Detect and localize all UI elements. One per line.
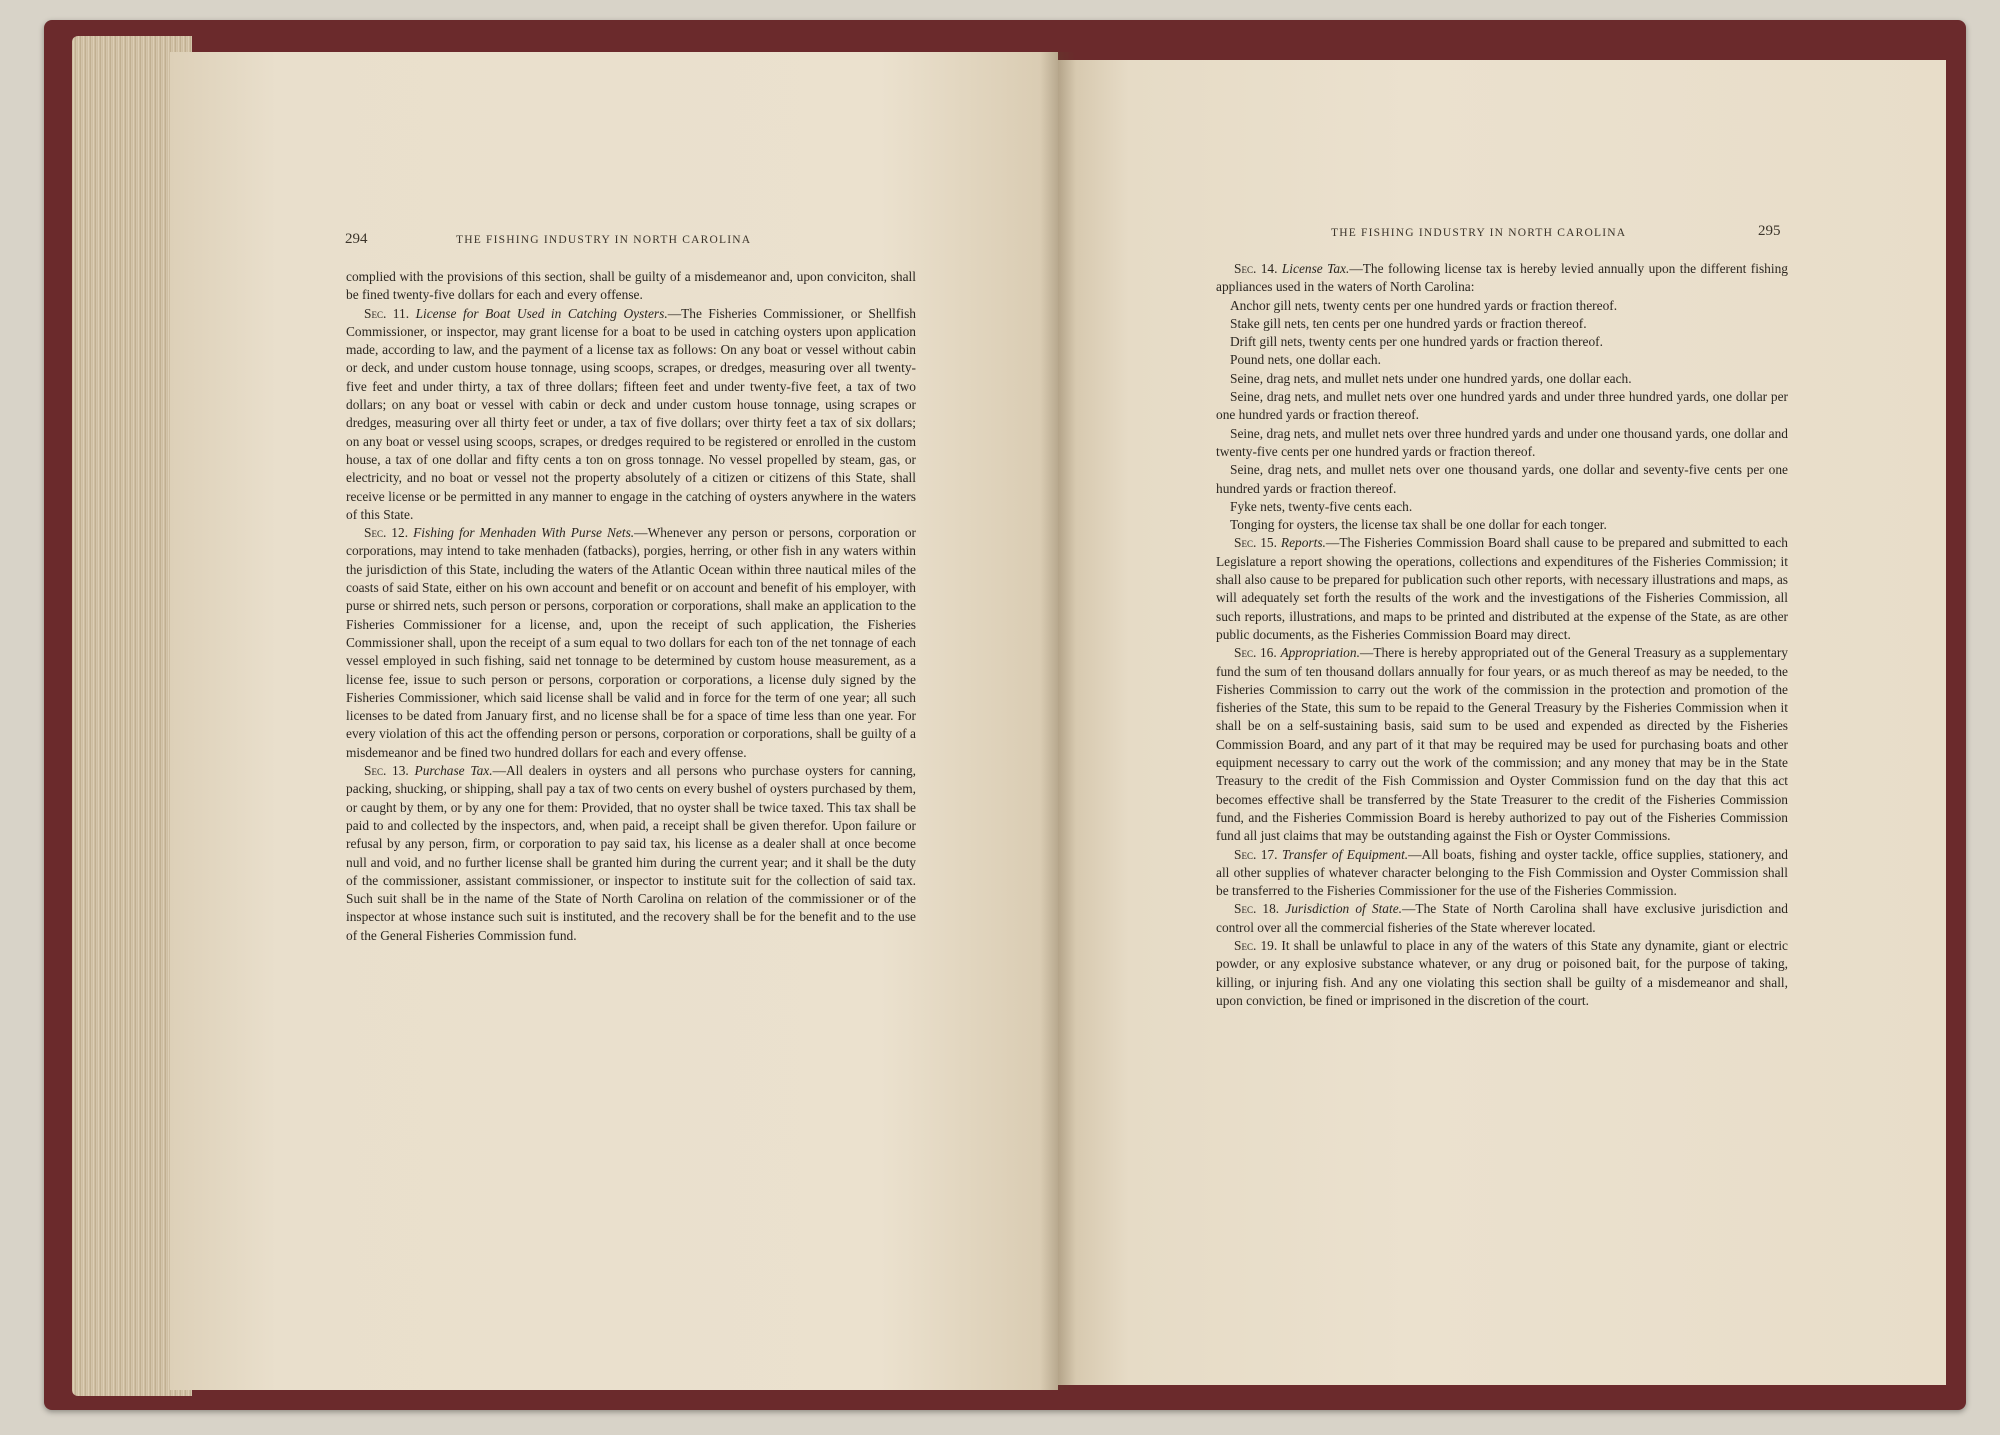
left-running-head: THE FISHING INDUSTRY IN NORTH CAROLINA (456, 234, 752, 246)
list-item: Seine, drag nets, and mullet nets over one hundred yards and under three hundred yards, one dollar per one hundred yards or fraction thereof. (1216, 389, 1788, 423)
right-page-text (1216, 260, 1788, 1010)
left-page-number: 294 (345, 231, 368, 247)
section-paragraph: Sec. 19. It shall be unlawful to place in any of the waters of this State any dynamite, giant or electric powder, or any explosive substance whatever, or any drug or poisoned bait, for the purpose of taking, killing, or injuring fish. And any one violating this section shall be guilty of a misdemeanor and shall, upon conviction, be fined or imprisoned in the discretion of the court. (1216, 937, 1788, 1008)
section-paragraph: Sec. 12. Fishing for Menhaden With Purse Nets.—Whenever any person or persons, corporation or corporations, may intend to take menhaden (fatbacks), porgies, herring, or other fish in any waters within the jurisdiction of this State, including the waters of the Atlantic Ocean within three nautical miles of the coasts of said State, either on his own account and benefit or on account and benefit of his employer, with purse or shirred nets, such person or persons, corporation or corporations, shall make an application to the Fisheries Commissioner for a license, and, upon the receipt of such application, the Fisheries Commissioner shall, upon the receipt of a sum equal to two dollars for each ton of the net tonnage of each vessel employed in such fishing, said net tonnage to be determined by custom house measurement, as a license fee, issue to such person or persons, corporation or corporations, a license duly signed by the Fisheries Commissioner, which said license shall be valid and in force for the term of one year; all such licenses to be dated from January first, and no license shall be for a space of time less than one year. For every violation of this act the offending person or persons, corporation or corporations, shall be guilty of a misdemeanor and be fined two hundred dollars for each and every offense. (346, 525, 916, 760)
paragraph: complied with the provisions of this section, shall be guilty of a misdemeanor and, upon conviciton, shall be fined twenty-five dollars for each and every offense. (346, 269, 916, 303)
list-item: Seine, drag nets, and mullet nets under one hundred yards, one dollar each. (1230, 370, 1632, 386)
list-item: Seine, drag nets, and mullet nets over one thousand yards, one dollar and seventy-five cents per one hundred yards or fraction thereof. (1216, 462, 1788, 496)
section-paragraph: Sec. 17. Transfer of Equipment.—All boats, fishing and oyster tackle, office supplies, stationery, and all other supplies of whatever character belonging to the Fish Commission and Oyster Commission shall be transferred to the Fisheries Commissioner for the use of the Fisheries Commission. (1216, 846, 1788, 899)
list-item: Fyke nets, twenty-five cents each. (1230, 498, 1413, 514)
list-item: Pound nets, one dollar each. (1230, 352, 1381, 368)
list-item: Anchor gill nets, twenty cents per one hundred yards or fraction thereof. (1230, 297, 1618, 313)
section-paragraph: Sec. 13. Purchase Tax.—All dealers in oysters and all persons who purchase oysters for canning, packing, shucking, or shipping, shall pay a tax of two cents on every bushel of oysters purchased by them, or caught by them, or by any one for them: Provided, that no oyster shall be twice taxed. This tax shall be paid to and collected by the inspectors, and, when paid, a receipt shall be given therefor. Upon failure or refusal by any person, firm, or corporation to pay said tax, his license as a dealer shall at once become null and void, and no further license shall be granted him during the current year; and it shall be the duty of the commissioner, assistant commissioner, or inspector to institute suit for the collection of said tax. Such suit shall be in the name of the State of North Carolina on relation of the commissioner or of the inspector at whose instance such suit is instituted, and the recovery shall be for the benefit and to the use of the General Fisheries Commission fund. (346, 763, 917, 943)
section-paragraph: Sec. 15. Reports.—The Fisheries Commission Board shall cause to be prepared and submitted to each Legislature a report showing the operations, collections and expenditures of the Fisheries Commission; it shall also cause to be prepared for publication such other reports, with necessary illustrations and maps, as will adequately set forth the results of the work and the investigations of the Fisheries Commission, all such reports, illustrations, and maps to be printed and distributed at the expense of the State, as are other public documents, as the Fisheries Commission Board may direct. (1216, 535, 1788, 642)
left-page-text (346, 268, 916, 945)
right-running-head: THE FISHING INDUSTRY IN NORTH CAROLINA (1331, 227, 1627, 239)
list-item: Tonging for oysters, the license tax shall be one dollar for each tonger. (1230, 517, 1607, 533)
right-page-number: 295 (1758, 223, 1781, 239)
section-paragraph: Sec. 14. License Tax.—The following license tax is hereby levied annually upon the different fishing appliances used in the waters of North Carolina: (1216, 261, 1788, 295)
section-paragraph: Sec. 11. License for Boat Used in Catching Oysters.—The Fisheries Commissioner, or Shellfish Commissioner, or inspector, may grant license for a boat to be used in catching oysters upon application made, according to law, and the payment of a license tax as follows: On any boat or vessel without cabin or deck, and under custom house tonnage, using scoops, scrapes, or dredges, measuring over all twenty-five feet and under thirty, a tax of three dollars; fifteen feet and under twenty-five feet, a tax of two dollars; on any boat or vessel with cabin or deck and under custom house tonnage, using scrapes or dredges, measuring over all thirty feet or under, a tax of five dollars; over thirty feet a tax of six dollars; on any boat or vessel using scoops, scrapes, or dredges required to be registered or enrolled in the custom house, a tax of one dollar and fifty cents a ton on gross tonnage. No vessel propelled by steam, gas, or electricity, and no boat or vessel not the property absolutely of a citizen or citizens of this State, shall receive license or be permitted in any manner to engage in the catching of oysters anywhere in the waters of this State. (346, 305, 916, 522)
section-paragraph: Sec. 18. Jurisdiction of State.—The State of North Carolina shall have exclusive jurisdiction and control over all the commercial fisheries of the State wherever located. (1216, 901, 1788, 935)
list-item: Drift gill nets, twenty cents per one hundred yards or fraction thereof. (1230, 334, 1603, 350)
section-paragraph: Sec. 16. Appropriation.—There is hereby appropriated out of the General Treasury as a supplementary fund the sum of ten thousand dollars annually for four years, or as much thereof as may be needed, to the Fisheries Commission to carry out the work of the commission in the protection and promotion of the fisheries of the State, this sum to be repaid to the General Treasury by the Fisheries Commission when it shall be on a self-sustaining basis, said sum to be used and expended as directed by the Fisheries Commission Board, and any part of it that may be required may be used for purchasing boats and other equipment necessary to carry out the work of the commission; and any money that may be in the State Treasury to the credit of the Fish Commission and Oyster Commission fund on the day that this act becomes effective shall be transferred by the State Treasurer to the credit of the Fisheries Commission fund, and the Fisheries Commission Board is hereby authorized to pay out of the Fisheries Commission fund all just claims that may be outstanding against the Fish or Oyster Commissions. (1216, 645, 1788, 844)
list-item: Stake gill nets, ten cents per one hundred yards or fraction thereof. (1230, 315, 1587, 331)
book-gutter (1040, 52, 1076, 1390)
list-item: Seine, drag nets, and mullet nets over three hundred yards and under one thousand yards, one dollar and twenty-five cents per one hundred yards or fraction thereof. (1216, 425, 1788, 459)
